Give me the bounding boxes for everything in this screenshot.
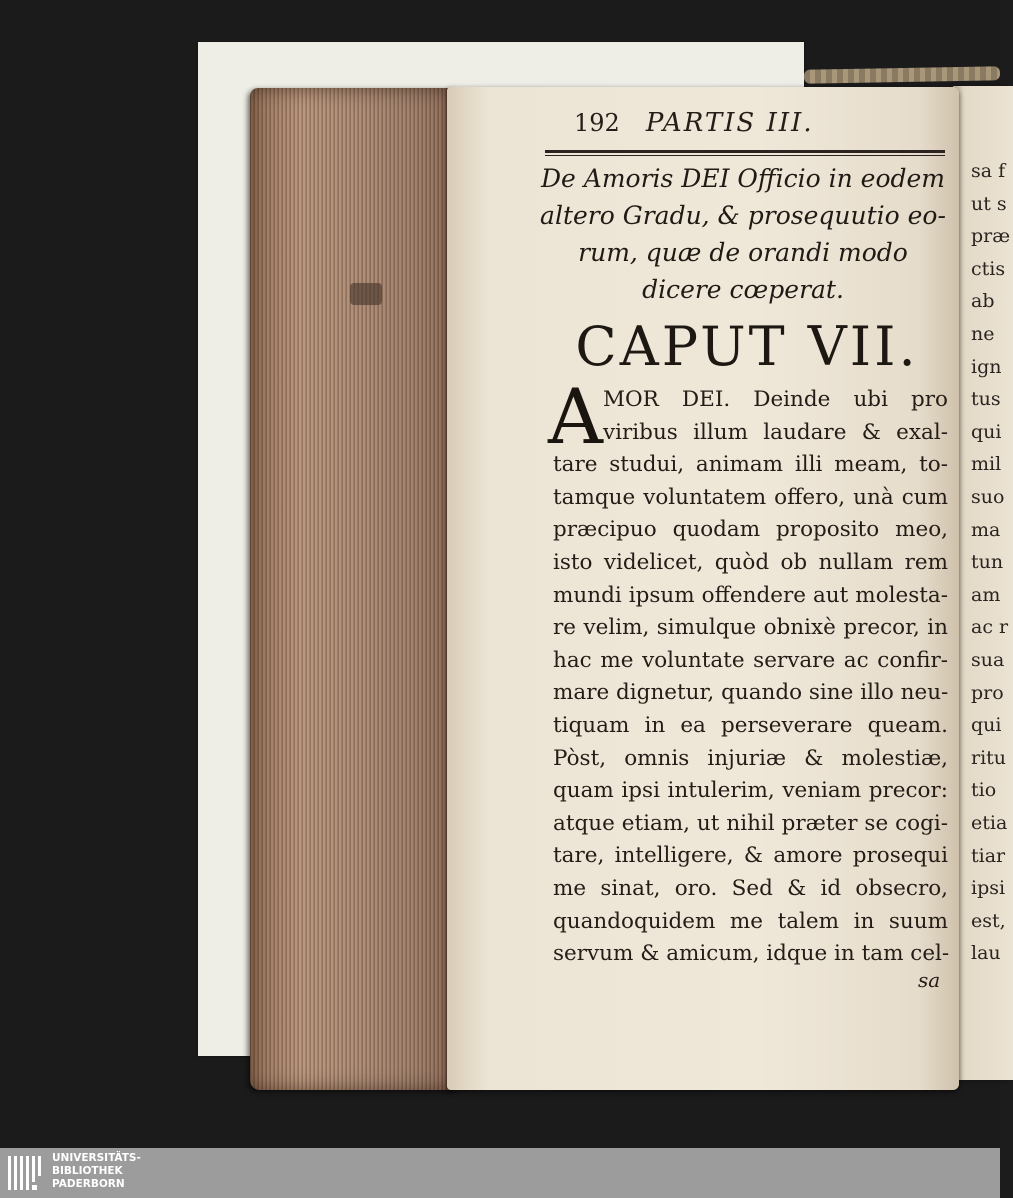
text-line: Pòst, omnis injuriæ & molestiæ, (553, 745, 948, 771)
chapter-title-line: altero Gradu, & prosequutio eo- (540, 201, 946, 230)
text-line: MOR DEI. Deinde ubi pro (603, 387, 948, 412)
footer-bar (0, 1148, 1000, 1198)
chapter-title-line: rum, quæ de orandi modo (578, 238, 908, 267)
facing-page (953, 86, 1013, 1080)
text-line: mundi ipsum offendere aut molesta- (553, 582, 948, 608)
library-name-line: PADERBORN (52, 1178, 125, 1190)
facing-page-fragment: qui (971, 420, 1002, 443)
body-text (553, 384, 948, 971)
text-line: re velim, simulque obnixè precor, in (553, 615, 948, 641)
running-head (574, 108, 814, 138)
text-line: tamque voluntatem offero, unà cum (553, 484, 948, 510)
text-line: tare, intelligere, & amore prosequi (553, 843, 948, 869)
facing-page-fragment: mil (971, 453, 1002, 476)
text-line: tiquam in ea perseverare queam. (553, 712, 948, 738)
facing-page-fragment: est, (971, 909, 1006, 932)
text-line: me sinat, oro. Sed & id obsecro, (553, 875, 948, 901)
text-line: hac me voluntate servare ac confir- (553, 647, 948, 673)
facing-page-fragment: ac r (971, 616, 1009, 639)
text-line: quandoquidem me talem in suum (553, 908, 948, 934)
text-line: quam ipsi intulerim, veniam precor: (553, 778, 948, 804)
facing-page-fragment: ritu (971, 746, 1007, 769)
text-line: servum & amicum, idque in tam cel- (553, 941, 950, 967)
facing-page-fragment: suo (971, 486, 1005, 508)
text-line: isto videlicet, quòd ob nullam rem (553, 549, 948, 575)
chapter-title (540, 160, 946, 308)
text-line: tare studui, animam illi meam, to- (553, 452, 948, 478)
catchword: sa (918, 968, 941, 992)
facing-page-fragment: ut s (971, 192, 1007, 215)
facing-page-fragment: ign (971, 355, 1002, 378)
facing-page-fragment: ne (971, 323, 995, 345)
facing-page-fragment: tun (971, 551, 1004, 574)
header-rule (545, 150, 945, 153)
header-rule-thin (545, 155, 945, 156)
facing-page-fragment: sa f (971, 160, 1006, 182)
bookmark-string (804, 66, 1000, 83)
text-line: viribus illum laudare & exal- (603, 419, 948, 445)
library-name-line: UNIVERSITÄTS- (52, 1152, 141, 1164)
facing-page-fragment: lau (971, 942, 1001, 965)
facing-page-fragment: sua (971, 649, 1005, 671)
facing-page-fragment: ma (971, 518, 1001, 541)
facing-page-fragment: ipsi (971, 877, 1006, 900)
running-head-title: PARTIS III. (645, 108, 814, 138)
facing-page-fragment: etia (971, 812, 1008, 834)
text-line: atque etiam, ut nihil præter se cogi- (553, 810, 948, 836)
facing-page-fragment: ab (971, 290, 995, 313)
book-fore-edge (250, 88, 455, 1090)
facing-page-fragment: pro (971, 681, 1004, 704)
chapter-title-line: dicere cœperat. (642, 275, 844, 304)
library-logo-icon (7, 1154, 47, 1192)
library-name (52, 1152, 141, 1191)
facing-page-fragment: ctis (971, 257, 1006, 280)
facing-page-fragment: qui (971, 714, 1002, 737)
facing-page-fragment: am (971, 583, 1001, 606)
text-line: præcipuo quodam proposito meo, (553, 517, 948, 543)
chapter-title-line: De Amoris DEI Officio in eodem (540, 164, 946, 193)
facing-page-fragment: tus (971, 388, 1001, 411)
facing-page-fragment: tiar (971, 844, 1006, 867)
facing-page-fragment: præ (971, 225, 1011, 248)
text-line: mare dignetur, quando sine illo neu- (553, 680, 949, 706)
library-name-line: BIBLIOTHEK (52, 1165, 123, 1177)
page-number: 192 (574, 109, 620, 137)
chapter-heading: CAPUT VII. (575, 315, 919, 378)
facing-page-fragment: tio (971, 779, 997, 802)
drop-cap: A (548, 372, 603, 461)
